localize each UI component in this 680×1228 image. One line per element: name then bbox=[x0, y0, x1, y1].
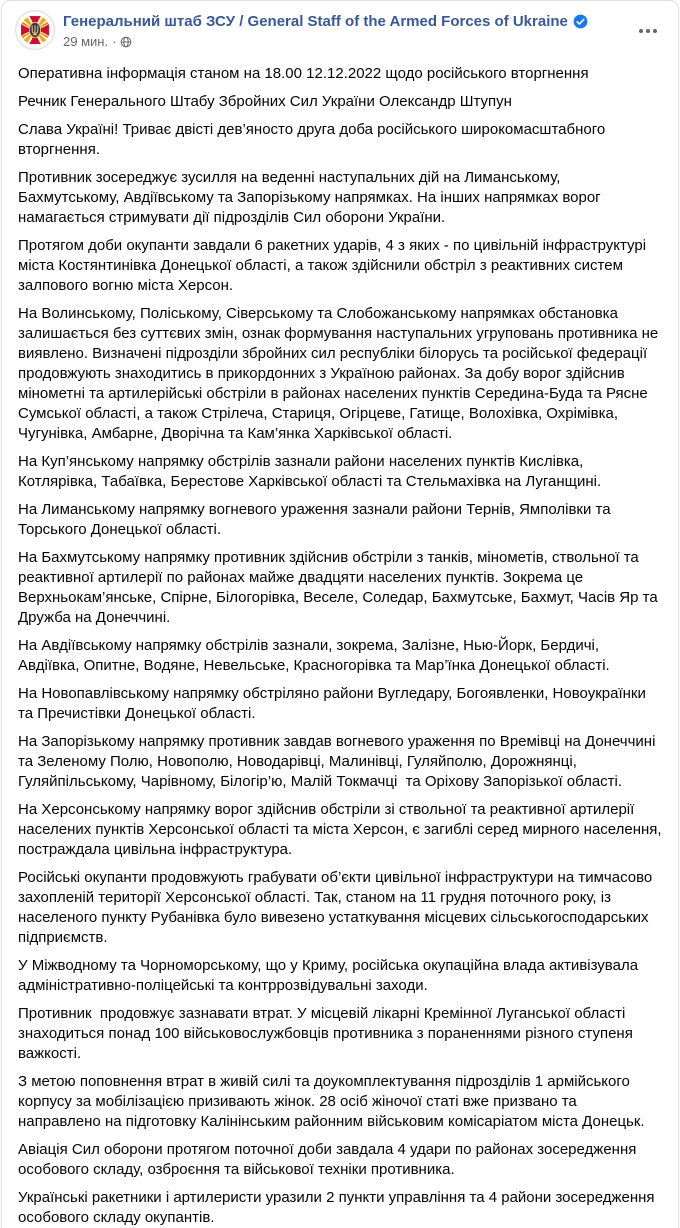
post-paragraph: У Міжводному та Чорноморському, що у Криму, російська окупаційна влада активізувала адміністративно-поліцейські та контррозвідувальні заходи. bbox=[18, 957, 643, 994]
post-paragraph: На Куп’янському напрямку обстрілів зазнали райони населених пунктів Кислівка, Котлярівка, Табаївка, Берестове Харківської області та Стельмахівка на Луганщині. bbox=[18, 453, 602, 490]
post-header-text bbox=[63, 10, 632, 50]
post-paragraph: На Херсонському напрямку ворог здійснив обстріли зі ствольної та реактивної артилерії населених пунктів Херсонської області та міста Херсон, є загиблі серед мирного населення, постраждала цивільна інфраструктура. bbox=[18, 801, 666, 858]
general-staff-emblem-icon bbox=[15, 10, 55, 50]
post-paragraph: На Бахмутському напрямку противник здійснив обстріли з танків, мінометів, ствольної та реактивної артилерії по районах майже двадцяти населених пунктів. Зокрема це Верхньокам’янське, Спірне, Білогорівка, Веселе, Соледар, Бахмутське, Бахмут, Часів Яр та Дружба на Донеччині. bbox=[18, 549, 662, 626]
meta-separator: · bbox=[112, 34, 117, 49]
post-paragraph: З метою поповнення втрат в живій силі та доукомплектування підрозділів 1 армійського корпусу за мобілізацією призивають жінок. 28 осіб жіночої статі вже призвано та направлено на підготовку Калінінським районним військовим комісаріатом міста Донецьк. bbox=[18, 1073, 645, 1130]
post-paragraph: На Новопавлівському напрямку обстріляно райони Вугледару, Богоявленки, Новоукраїнки та Пречистівки Донецької області. bbox=[18, 685, 651, 722]
timestamp-link[interactable]: 29 мин. bbox=[63, 34, 109, 49]
post-paragraph: На Авдіївському напрямку обстрілів зазнали, зокрема, Залізне, Нью-Йорк, Бердичі, Авдіївка, Опитне, Водяне, Невельське, Красногорівка та Мар’їнка Донецької області. bbox=[18, 637, 610, 674]
post-paragraph: Російські окупанти продовжують грабувати об’єкти цивільної інфраструктури на тимчасово захопленій території Херсонської області. Так, станом на 11 грудня поточного року, із населеного пункту Рубанівка було вивезено устаткування місцевих сільськогосподарських підприємств. bbox=[18, 869, 657, 946]
post-paragraph: Противник зосереджує зусилля на веденні наступальних дій на Лиманському, Бахмутському, Авдіївському та Запорізькому напрямках. На інших напрямках ворог намагається стримувати дії підрозділів Сил оборони України. bbox=[18, 169, 605, 226]
post-paragraph: На Запорізькому напрямку противник завдав вогневого ураження по Времівці на Донеччині та Зеленому Полю, Новополю, Новодарівці, Малинівці, Гуляйполю, Дорожнянці, Гуляйпільському, Чарівному, Білогір’ю, Малій Токмачці та Оріхову Запорізької області. bbox=[18, 733, 660, 790]
post-paragraph: На Волинському, Поліському, Сіверському та Слобожанському напрямках обстановка залишається без суттєвих змін, ознак формування наступальних угруповань противника не виявлено. Визначені підрозділи збройних сил республіки білорусь та російської федерації продовжують знаходитись в прикордонних з Україною районах. За добу ворог здійснив мінометні та артилерійські обстріли в районах населених пунктів Середина-Буда та Рясне Сумської області, а також Стрілеча, Стариця, Огірцеве, Гатище, Волохівка, Охрімівка, Чугунівка, Амбарне, Дворічна та Кам’янка Харківської області. bbox=[18, 305, 663, 442]
post-meta bbox=[63, 34, 632, 50]
globe-icon bbox=[120, 36, 132, 48]
post-paragraph: Противник продовжує зазнавати втрат. У місцевій лікарні Кремінної Луганської області знаходиться понад 100 військовослужбовців противника з пораненнями різного ступеня важкості. bbox=[18, 1005, 637, 1062]
post-header bbox=[2, 1, 678, 50]
post-paragraph: Протягом доби окупанти завдали 6 ракетних ударів, 4 з яких - по цивільній інфраструктурі міста Костянтинівка Донецької області, а також здійснили обстріл з реактивних систем залпового вогню міста Херсон. bbox=[18, 237, 651, 294]
post-paragraph: Речник Генерального Штабу Збройних Сил України Олександр Штупун bbox=[18, 93, 512, 110]
post-paragraph: Оперативна інформація станом на 18.00 12.12.2022 щодо російського вторгнення bbox=[18, 65, 589, 82]
verified-badge-icon bbox=[573, 14, 588, 29]
page-avatar[interactable] bbox=[15, 10, 55, 50]
facebook-post-card bbox=[1, 0, 679, 1228]
post-text bbox=[2, 50, 678, 1228]
post-paragraph: Слава Україні! Триває двісті дев’яносто друга доба російського широкомасштабного вторгнення. bbox=[18, 121, 610, 158]
post-menu-button[interactable] bbox=[632, 15, 664, 47]
post-paragraph: Авіація Сил оборони протягом поточної доби завдала 4 удари по районах зосередження особового складу, озброєння та військової техніки противника. bbox=[18, 1141, 641, 1178]
post-paragraph: Українські ракетники і артилеристи уразили 2 пункти управління та 4 райони зосередження особового складу окупантів. bbox=[18, 1189, 659, 1226]
page-name-link[interactable]: Генеральний штаб ЗСУ / General Staff of the Armed Forces of Ukraine bbox=[63, 13, 568, 30]
page-name-row bbox=[63, 12, 632, 31]
ellipsis-icon bbox=[638, 28, 658, 34]
post-paragraph: На Лиманському напрямку вогневого ураження зазнали райони Тернів, Ямполівки та Торського Донецької області. bbox=[18, 501, 615, 538]
